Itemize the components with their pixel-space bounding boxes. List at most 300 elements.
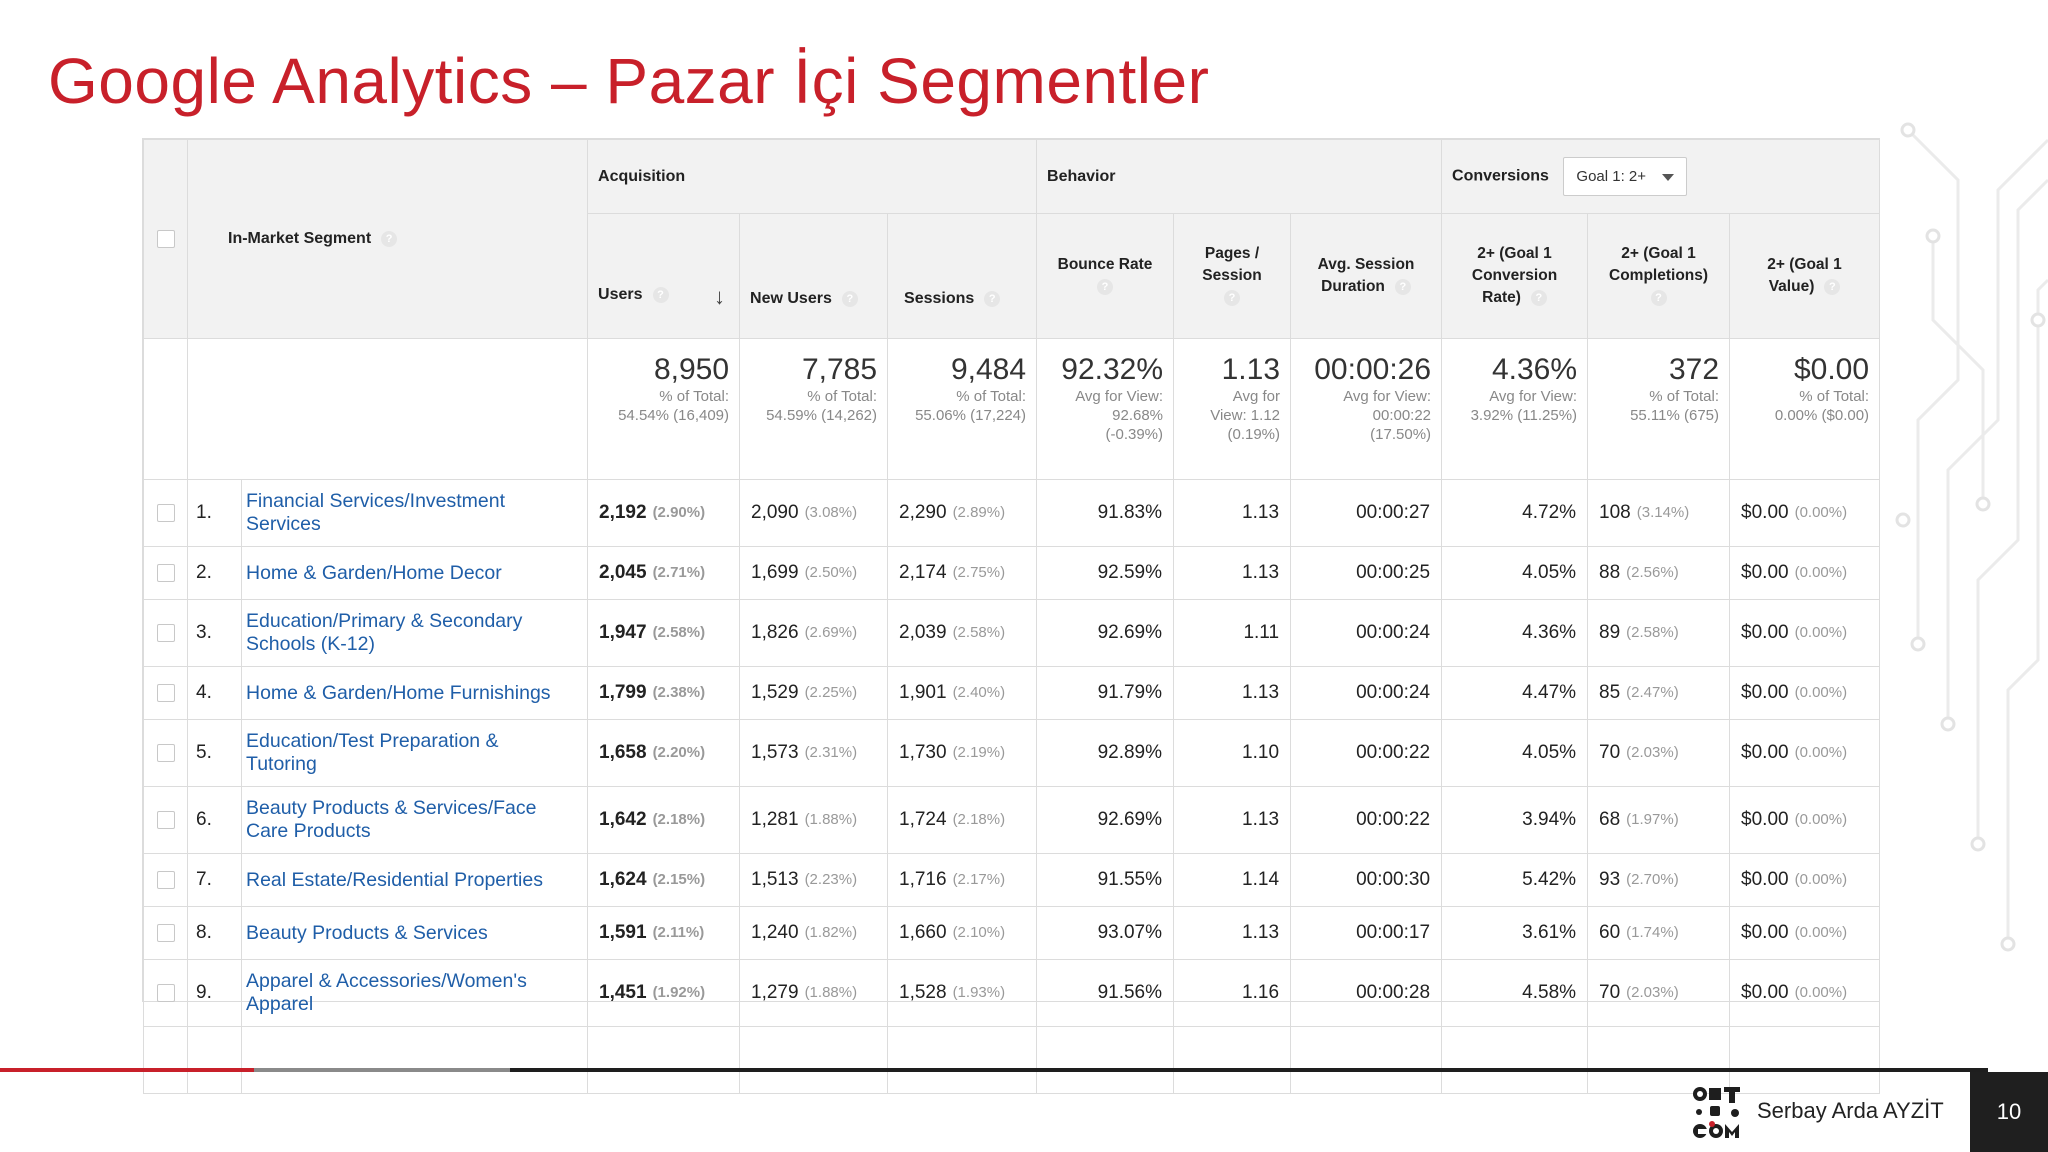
table-row[interactable] — [144, 907, 1880, 960]
users-percentage: (2.11%) — [652, 924, 705, 942]
users-percentage: (2.58%) — [652, 624, 706, 642]
sessions-percentage: (2.10%) — [952, 924, 1006, 942]
column-header-label: 2+ (Goal 1 — [1621, 245, 1696, 262]
goal-value-value: $0.00 — [1741, 982, 1789, 1003]
avg-session-duration-value: 00:00:22 — [1356, 742, 1431, 763]
bounce-rate-cell — [1037, 720, 1174, 787]
completions-percentage: (2.58%) — [1626, 624, 1679, 642]
sessions-cell — [888, 787, 1037, 854]
sessions-cell — [888, 600, 1037, 667]
segment-link[interactable] — [242, 854, 588, 907]
bounce-rate-cell — [1037, 787, 1174, 854]
completions-percentage: (1.97%) — [1626, 811, 1679, 829]
column-header-label: Sessions — [904, 290, 975, 307]
select-all-cell — [144, 140, 188, 339]
segment-link-text: Schools (K-12) — [246, 633, 375, 655]
pages-per-session-value: 1.11 — [1243, 622, 1280, 643]
sessions-value: 1,901 — [899, 682, 947, 703]
conversion-rate-cell — [1442, 547, 1588, 600]
total-subtext: % of Total: — [1799, 388, 1870, 405]
avg-session-duration-value: 00:00:28 — [1356, 982, 1431, 1003]
table-row[interactable] — [144, 787, 1880, 854]
conversion-rate-cell — [1442, 787, 1588, 854]
goal-value-percentage: (0.00%) — [1794, 811, 1848, 829]
total-subtext: 00:00:22 — [1372, 407, 1432, 424]
table-row[interactable] — [144, 854, 1880, 907]
bounce-rate-value: 92.89% — [1097, 742, 1163, 763]
completions-percentage: (2.70%) — [1626, 871, 1679, 889]
new-users-cell — [740, 907, 888, 960]
column-header-goal-value[interactable] — [1730, 214, 1880, 339]
segment-link-text: Home & Garden/Home Decor — [246, 561, 502, 584]
pages-per-session-value: 1.13 — [1242, 502, 1280, 523]
sessions-cell — [888, 480, 1037, 547]
total-subtext: 55.11% (675) — [1630, 407, 1720, 424]
sessions-cell — [888, 907, 1037, 960]
avg-session-duration-value: 00:00:25 — [1356, 562, 1431, 583]
conversion-rate-value: 4.58% — [1522, 982, 1577, 1003]
users-cell — [588, 600, 740, 667]
help-icon[interactable]: ? — [1097, 279, 1113, 295]
new-users-percentage: (1.88%) — [804, 811, 858, 829]
conversion-rate-value: 4.05% — [1522, 562, 1577, 583]
goal-value-value: $0.00 — [1741, 742, 1789, 763]
completions-value: 68 — [1599, 809, 1621, 830]
table-row[interactable] — [144, 960, 1880, 1027]
users-cell — [588, 547, 740, 600]
optcom-logo — [1692, 1086, 1744, 1140]
bounce-rate-cell — [1037, 600, 1174, 667]
avg-session-duration-cell — [1291, 854, 1442, 907]
row-checkbox-cell — [144, 600, 188, 667]
new-users-cell — [740, 600, 888, 667]
row-checkbox-cell — [144, 960, 188, 1027]
segment-link-text: Education/Primary & Secondary — [246, 610, 523, 632]
users-percentage: (2.15%) — [652, 871, 706, 889]
table-row[interactable] — [144, 667, 1880, 720]
table-group-header-row — [144, 140, 1880, 214]
bounce-rate-cell — [1037, 547, 1174, 600]
completions-percentage: (2.03%) — [1626, 744, 1679, 762]
pages-per-session-value: 1.14 — [1242, 869, 1280, 890]
users-percentage: (2.18%) — [652, 811, 706, 829]
sessions-percentage: (1.93%) — [952, 984, 1006, 1002]
row-checkbox[interactable] — [157, 924, 175, 942]
sessions-value: 1,660 — [899, 922, 947, 943]
completions-value: 93 — [1599, 869, 1621, 890]
dropdown-arrow-icon — [1662, 174, 1674, 181]
goal-value-cell — [1730, 854, 1880, 907]
sessions-cell — [888, 960, 1037, 1027]
pages-per-session-value: 1.10 — [1242, 742, 1280, 763]
row-checkbox[interactable] — [157, 811, 175, 829]
bounce-rate-value: 91.79% — [1097, 682, 1163, 703]
users-percentage: (2.90%) — [652, 504, 706, 522]
new-users-cell — [740, 480, 888, 547]
row-checkbox[interactable] — [157, 564, 175, 582]
segment-link-text: Tutoring — [246, 753, 317, 775]
users-percentage: (1.92%) — [652, 984, 706, 1002]
total-value: 1.13 — [1221, 353, 1281, 386]
circuit-decoration — [1888, 120, 2048, 1020]
column-header-bounce-rate[interactable] — [1037, 214, 1174, 339]
users-value: 1,799 — [599, 682, 647, 703]
conversion-rate-cell — [1442, 720, 1588, 787]
sessions-percentage: (2.75%) — [952, 564, 1006, 582]
segment-link-text: Services — [246, 513, 321, 535]
row-rank: 3. — [188, 600, 242, 667]
column-header-completions[interactable] — [1588, 214, 1730, 339]
total-subtext: Avg for — [1232, 388, 1281, 405]
conversions-group-header — [1442, 140, 1880, 214]
help-icon[interactable]: ? — [1395, 279, 1411, 295]
footer-progress-bars — [0, 1068, 1988, 1072]
row-checkbox-cell — [144, 667, 188, 720]
avg-session-duration-cell — [1291, 720, 1442, 787]
sessions-value: 2,290 — [899, 502, 947, 523]
table-cell-empty — [740, 1027, 888, 1094]
avg-session-duration-cell — [1291, 907, 1442, 960]
total-subtext: (0.19%) — [1227, 426, 1281, 443]
total-subtext: (-0.39%) — [1105, 426, 1164, 443]
sessions-value: 2,174 — [899, 562, 947, 583]
new-users-value: 1,826 — [751, 622, 799, 643]
row-checkbox[interactable] — [157, 504, 175, 522]
conversion-rate-cell — [1442, 600, 1588, 667]
row-rank: 4. — [188, 667, 242, 720]
goal-value-value: $0.00 — [1741, 922, 1789, 943]
users-cell — [588, 667, 740, 720]
total-subtext: Avg for View: — [1075, 388, 1164, 405]
table-cell-empty — [1442, 1027, 1588, 1094]
users-value: 2,192 — [599, 502, 647, 523]
new-users-percentage: (2.69%) — [804, 624, 858, 642]
column-header-avg-session-duration[interactable] — [1291, 214, 1442, 339]
goal-value-percentage: (0.00%) — [1794, 504, 1848, 522]
total-cell — [1291, 339, 1442, 480]
total-cell — [888, 339, 1037, 480]
conversion-rate-cell — [1442, 854, 1588, 907]
bounce-rate-value: 92.59% — [1097, 562, 1163, 583]
row-rank: 2. — [188, 547, 242, 600]
help-icon[interactable]: ? — [1651, 290, 1667, 306]
totals-spacer — [188, 339, 588, 480]
segment-link-text: Real Estate/Residential Properties — [246, 868, 543, 891]
new-users-cell — [740, 547, 888, 600]
users-cell — [588, 720, 740, 787]
analytics-table — [143, 139, 1880, 1094]
analytics-table-container — [142, 138, 1880, 1015]
table-cell-empty — [1174, 1027, 1291, 1094]
segment-link-text: Education/Test Preparation & — [246, 730, 499, 752]
total-cell — [1442, 339, 1588, 480]
footer-bar-gray — [254, 1068, 510, 1072]
users-value: 1,642 — [599, 809, 647, 830]
segment-link-text: Care Products — [246, 820, 371, 842]
column-header-sessions[interactable] — [888, 214, 1037, 339]
goal-value-value: $0.00 — [1741, 502, 1789, 523]
avg-session-duration-value: 00:00:22 — [1356, 809, 1431, 830]
conversion-rate-cell — [1442, 960, 1588, 1027]
goal-value-cell — [1730, 787, 1880, 854]
pages-per-session-cell — [1174, 667, 1291, 720]
table-row — [144, 1027, 1880, 1094]
conversion-rate-value: 4.36% — [1522, 622, 1577, 643]
completions-cell — [1588, 854, 1730, 907]
help-icon[interactable]: ? — [1824, 279, 1840, 295]
total-subtext: % of Total: — [1649, 388, 1720, 405]
sessions-percentage: (2.19%) — [952, 744, 1006, 762]
row-checkbox[interactable] — [157, 744, 175, 762]
row-rank: 5. — [188, 720, 242, 787]
table-row[interactable] — [144, 600, 1880, 667]
pages-per-session-cell — [1174, 547, 1291, 600]
completions-value: 89 — [1599, 622, 1621, 643]
segment-link[interactable] — [242, 547, 588, 600]
goal-selector-dropdown[interactable] — [1563, 157, 1687, 196]
completions-value: 70 — [1599, 982, 1621, 1003]
bounce-rate-value: 91.56% — [1097, 982, 1163, 1003]
sessions-value: 1,724 — [899, 809, 947, 830]
avg-session-duration-value: 00:00:27 — [1356, 502, 1431, 523]
total-cell — [1588, 339, 1730, 480]
goal-value-value: $0.00 — [1741, 869, 1789, 890]
users-value: 2,045 — [599, 562, 647, 583]
sessions-percentage: (2.18%) — [952, 811, 1006, 829]
segment-link-text: Home & Garden/Home Furnishings — [246, 681, 551, 704]
total-value: $0.00 — [1793, 353, 1870, 386]
sort-down-arrow-icon[interactable]: ↓ — [714, 284, 726, 309]
completions-cell — [1588, 600, 1730, 667]
totals-spacer — [144, 339, 188, 480]
new-users-value: 1,279 — [751, 982, 799, 1003]
table-row[interactable] — [144, 480, 1880, 547]
segment-link[interactable] — [242, 667, 588, 720]
goal-value-percentage: (0.00%) — [1794, 684, 1848, 702]
avg-session-duration-cell — [1291, 667, 1442, 720]
total-subtext: % of Total: — [956, 388, 1027, 405]
row-rank: 9. — [188, 960, 242, 1027]
table-row[interactable] — [144, 720, 1880, 787]
total-cell — [740, 339, 888, 480]
select-all-checkbox[interactable] — [157, 230, 175, 248]
completions-cell — [1588, 480, 1730, 547]
goal-value-percentage: (0.00%) — [1794, 744, 1848, 762]
row-checkbox-cell — [144, 720, 188, 787]
segment-link[interactable] — [242, 600, 588, 667]
bounce-rate-value: 92.69% — [1097, 622, 1163, 643]
total-subtext: 55.06% (17,224) — [915, 407, 1027, 424]
column-header-label: Duration — [1321, 278, 1385, 295]
column-header-label: Bounce Rate — [1057, 256, 1153, 273]
total-value: 7,785 — [801, 353, 878, 386]
help-icon[interactable]: ? — [984, 291, 1000, 307]
users-value: 1,591 — [599, 922, 647, 943]
conversion-rate-cell — [1442, 667, 1588, 720]
users-percentage: (2.71%) — [652, 564, 706, 582]
segment-header-label: In-Market Segment — [228, 230, 372, 247]
completions-value: 88 — [1599, 562, 1621, 583]
conversion-rate-value: 4.72% — [1522, 502, 1577, 523]
completions-cell — [1588, 907, 1730, 960]
segment-link[interactable] — [242, 480, 588, 547]
users-cell — [588, 480, 740, 547]
help-icon[interactable]: ? — [381, 231, 397, 247]
column-header-label: Session — [1202, 267, 1262, 284]
pages-per-session-value: 1.13 — [1242, 809, 1280, 830]
goal-value-value: $0.00 — [1741, 562, 1789, 583]
conversion-rate-value: 4.05% — [1522, 742, 1577, 763]
footer-bar-red — [0, 1068, 254, 1072]
acquisition-group-header: Acquisition — [588, 140, 1037, 214]
column-header-label: 2+ (Goal 1 — [1477, 245, 1552, 262]
help-icon[interactable]: ? — [1224, 290, 1240, 306]
row-checkbox[interactable] — [157, 984, 175, 1002]
total-value: 372 — [1668, 353, 1720, 386]
column-header-label: Conversion — [1471, 267, 1558, 284]
bounce-rate-value: 92.69% — [1097, 809, 1163, 830]
row-rank: 1. — [188, 480, 242, 547]
sessions-cell — [888, 854, 1037, 907]
total-cell — [1730, 339, 1880, 480]
table-cell-empty — [888, 1027, 1037, 1094]
total-cell — [588, 339, 740, 480]
row-checkbox-cell — [144, 787, 188, 854]
column-header-pages-session[interactable] — [1174, 214, 1291, 339]
row-checkbox[interactable] — [157, 624, 175, 642]
row-rank: 6. — [188, 787, 242, 854]
goal-value-cell — [1730, 480, 1880, 547]
users-cell — [588, 787, 740, 854]
table-cell-empty — [1588, 1027, 1730, 1094]
help-icon[interactable]: ? — [842, 291, 858, 307]
completions-percentage: (2.03%) — [1626, 984, 1679, 1002]
row-checkbox-cell — [144, 854, 188, 907]
new-users-percentage: (2.50%) — [804, 564, 858, 582]
segment-link-text: Financial Services/Investment — [246, 490, 506, 512]
conversion-rate-value: 4.47% — [1522, 682, 1577, 703]
bounce-rate-cell — [1037, 907, 1174, 960]
goal-value-percentage: (0.00%) — [1794, 924, 1848, 942]
conversion-rate-cell — [1442, 907, 1588, 960]
users-percentage: (2.38%) — [652, 684, 706, 702]
row-checkbox[interactable] — [157, 684, 175, 702]
new-users-value: 1,529 — [751, 682, 799, 703]
avg-session-duration-cell — [1291, 600, 1442, 667]
goal-value-value: $0.00 — [1741, 622, 1789, 643]
segment-link[interactable] — [242, 960, 588, 1027]
goal-value-percentage: (0.00%) — [1794, 871, 1848, 889]
completions-cell — [1588, 547, 1730, 600]
avg-session-duration-value: 00:00:17 — [1356, 922, 1431, 943]
total-subtext: 54.54% (16,409) — [618, 407, 730, 424]
avg-session-duration-cell — [1291, 480, 1442, 547]
completions-cell — [1588, 787, 1730, 854]
sessions-value: 1,730 — [899, 742, 947, 763]
footer-bar-dark — [510, 1068, 1988, 1072]
total-subtext: 3.92% (11.25%) — [1470, 407, 1578, 424]
slide-title: Google Analytics – Pazar İçi Segmentler — [48, 45, 1210, 117]
help-icon[interactable]: ? — [653, 287, 669, 303]
avg-session-duration-value: 00:00:24 — [1356, 622, 1431, 643]
total-subtext: View: 1.12 — [1210, 407, 1281, 424]
sessions-percentage: (2.17%) — [952, 871, 1006, 889]
row-rank: 8. — [188, 907, 242, 960]
completions-percentage: (2.47%) — [1626, 684, 1679, 702]
table-cell-empty — [1291, 1027, 1442, 1094]
completions-percentage: (3.14%) — [1636, 504, 1690, 522]
new-users-cell — [740, 720, 888, 787]
total-subtext: Avg for View: — [1489, 388, 1578, 405]
table-cell-empty — [242, 1027, 588, 1094]
pages-per-session-value: 1.13 — [1242, 922, 1280, 943]
column-header-label: Rate) — [1482, 289, 1521, 306]
new-users-percentage: (2.25%) — [804, 684, 858, 702]
table-cell-empty — [588, 1027, 740, 1094]
goal-value-cell — [1730, 720, 1880, 787]
segment-link[interactable] — [242, 907, 588, 960]
row-checkbox-cell — [144, 480, 188, 547]
goal-value-cell — [1730, 907, 1880, 960]
total-value: 9,484 — [950, 353, 1027, 386]
table-row[interactable] — [144, 547, 1880, 600]
pages-per-session-cell — [1174, 720, 1291, 787]
pages-per-session-value: 1.16 — [1242, 982, 1280, 1003]
total-cell — [1037, 339, 1174, 480]
bounce-rate-cell — [1037, 854, 1174, 907]
avg-session-duration-cell — [1291, 960, 1442, 1027]
total-subtext: 0.00% ($0.00) — [1774, 407, 1870, 424]
goal-value-cell — [1730, 667, 1880, 720]
total-value: 4.36% — [1491, 353, 1578, 386]
new-users-percentage: (1.88%) — [804, 984, 858, 1002]
users-value: 1,624 — [599, 869, 647, 890]
column-header-label: 2+ (Goal 1 — [1767, 256, 1842, 273]
sessions-value: 2,039 — [899, 622, 947, 643]
goal-value-cell — [1730, 960, 1880, 1027]
completions-cell — [1588, 667, 1730, 720]
bounce-rate-cell — [1037, 960, 1174, 1027]
avg-session-duration-cell — [1291, 787, 1442, 854]
bounce-rate-cell — [1037, 480, 1174, 547]
segment-link-text: Apparel & Accessories/Women's — [246, 970, 527, 992]
totals-row — [144, 339, 1880, 480]
row-checkbox[interactable] — [157, 871, 175, 889]
total-subtext: Avg for View: — [1343, 388, 1432, 405]
column-header-conversion-rate[interactable] — [1442, 214, 1588, 339]
pages-per-session-cell — [1174, 907, 1291, 960]
avg-session-duration-value: 00:00:30 — [1356, 869, 1431, 890]
segment-column-header[interactable] — [188, 140, 588, 339]
new-users-percentage: (1.82%) — [804, 924, 858, 942]
goal-value-cell — [1730, 600, 1880, 667]
help-icon[interactable]: ? — [1531, 290, 1547, 306]
column-header-new-users[interactable] — [740, 214, 888, 339]
sessions-percentage: (2.89%) — [952, 504, 1006, 522]
new-users-value: 1,699 — [751, 562, 799, 583]
users-cell — [588, 907, 740, 960]
new-users-cell — [740, 787, 888, 854]
segment-link[interactable] — [242, 720, 588, 787]
conversion-rate-value: 3.94% — [1522, 809, 1577, 830]
pages-per-session-cell — [1174, 787, 1291, 854]
avg-session-duration-value: 00:00:24 — [1356, 682, 1431, 703]
new-users-cell — [740, 667, 888, 720]
segment-link[interactable] — [242, 787, 588, 854]
new-users-cell — [740, 854, 888, 907]
column-header-users[interactable] — [588, 214, 740, 339]
bounce-rate-value: 93.07% — [1097, 922, 1163, 943]
